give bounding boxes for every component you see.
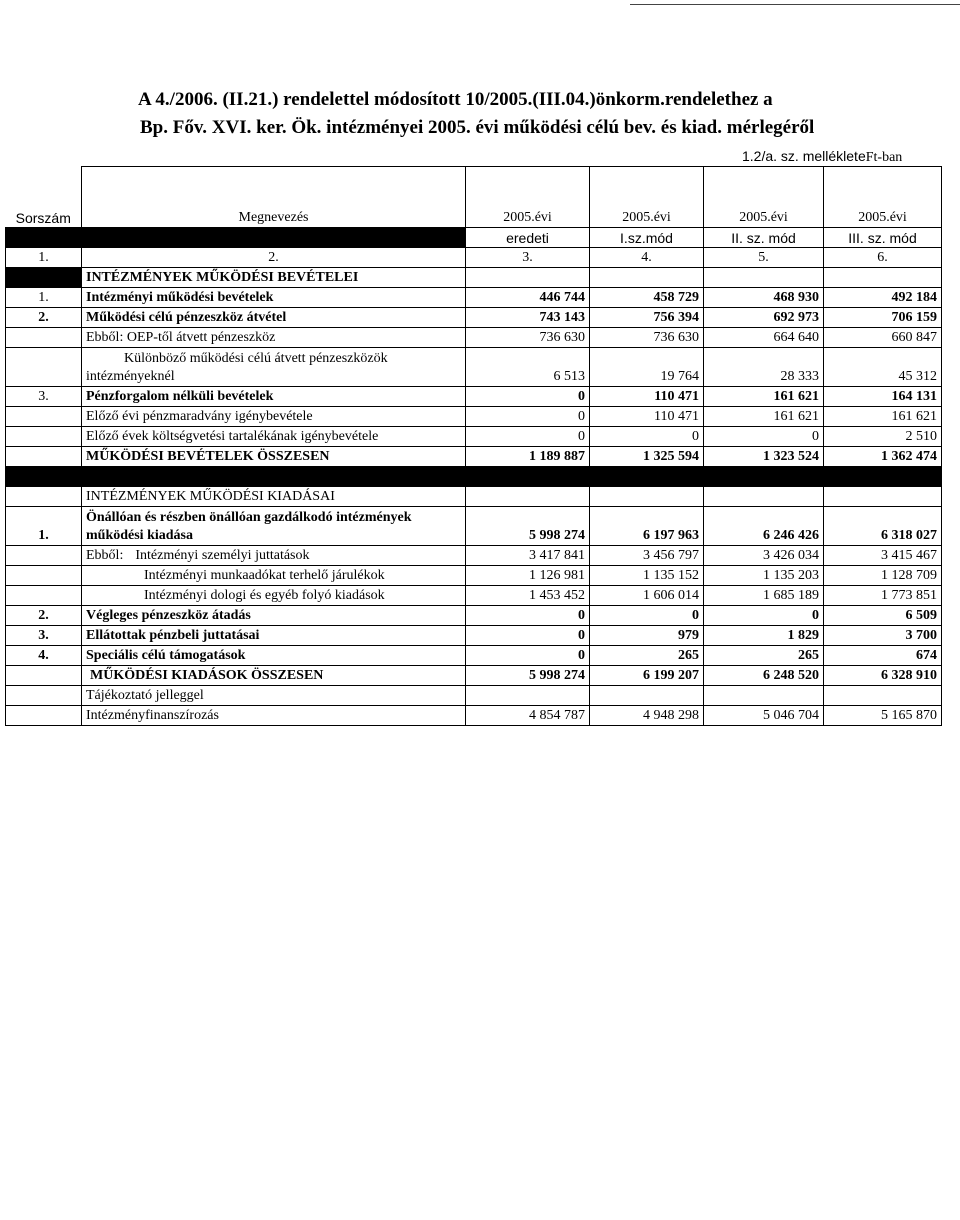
cell-value: 458 729 [590, 288, 704, 308]
row-label: Intézményfinanszírozás [82, 706, 466, 726]
total-value: 6 248 520 [704, 666, 824, 686]
cell-value: 1 829 [704, 626, 824, 646]
col-num-5: 5. [704, 248, 824, 268]
cell-value: 0 [466, 387, 590, 407]
table-row [6, 407, 942, 427]
cell-value: 736 630 [466, 328, 590, 348]
row-label-line-2: intézményeknél [86, 369, 175, 384]
cell-value: 265 [590, 646, 704, 666]
header-year-3: 2005.évi [704, 167, 824, 228]
info-label: Tájékoztató jelleggel [82, 686, 466, 706]
row-number [6, 447, 82, 467]
cell-value: 0 [704, 606, 824, 626]
col-num-2: 2. [82, 248, 466, 268]
row-label: Speciális célú támogatások [82, 646, 466, 666]
table-row [6, 606, 942, 626]
budget-table [5, 166, 942, 726]
section-row-income [6, 268, 942, 288]
table-row [6, 586, 942, 606]
cell-value: 0 [466, 407, 590, 427]
cell-value: 3 417 841 [466, 546, 590, 566]
cell-value: 0 [590, 427, 704, 447]
annex-label: 1.2/a. sz. melléklete [742, 148, 866, 164]
cell-value: 706 159 [824, 308, 942, 328]
table-row [6, 328, 942, 348]
row-number: 3. [6, 626, 82, 646]
cell-value: 756 394 [590, 308, 704, 328]
cell-value: 161 621 [704, 387, 824, 407]
row-number: 1. [6, 507, 82, 546]
cell-value: 1 453 452 [466, 586, 590, 606]
table-row [6, 626, 942, 646]
row-number: 3. [6, 387, 82, 407]
cell-value: 164 131 [824, 387, 942, 407]
cell-value: 492 184 [824, 288, 942, 308]
cell-value: 6 197 963 [590, 507, 704, 546]
col-num-3: 3. [466, 248, 590, 268]
expense-total-label: MŰKÖDÉSI KIADÁSOK ÖSSZESEN [82, 666, 466, 686]
cell-value: 660 847 [824, 328, 942, 348]
total-value: 1 189 887 [466, 447, 590, 467]
row-number [6, 566, 82, 586]
section-black-cell [6, 268, 82, 288]
row-label: Pénzforgalom nélküli bevételek [82, 387, 466, 407]
row-label: Intézményi működési bevételek [82, 288, 466, 308]
cell-value: 28 333 [704, 348, 824, 387]
income-total-label: MŰKÖDÉSI BEVÉTELEK ÖSSZESEN [82, 447, 466, 467]
expense-total-row [6, 666, 942, 686]
table-row [6, 348, 942, 387]
header-sub-2: I.sz.mód [590, 228, 704, 248]
cell-value: 736 630 [590, 328, 704, 348]
column-number-row [6, 248, 942, 268]
section-row-expense [6, 487, 942, 507]
section-title-expense: INTÉZMÉNYEK MŰKÖDÉSI KIADÁSAI [82, 487, 466, 507]
header-year-1: 2005.évi [466, 167, 590, 228]
header-black-cell [82, 228, 466, 248]
cell-value: 110 471 [590, 407, 704, 427]
header-sub-1: eredeti [466, 228, 590, 248]
title-line-1: A 4./2006. (II.21.) rendelettel módosított 10/2005.(III.04.)önkorm.rendelethez a [138, 89, 773, 110]
cell-value: 0 [466, 646, 590, 666]
cell-value: 743 143 [466, 308, 590, 328]
income-total-row [6, 447, 942, 467]
cell-value: 6 246 426 [704, 507, 824, 546]
cell-value: 161 621 [704, 407, 824, 427]
table-row [6, 566, 942, 586]
row-number [6, 666, 82, 686]
table-row [6, 706, 942, 726]
table-row [6, 288, 942, 308]
cell-value: 161 621 [824, 407, 942, 427]
cell-value: 979 [590, 626, 704, 646]
row-number: 2. [6, 606, 82, 626]
cell-value: 1 135 203 [704, 566, 824, 586]
col-num-6: 6. [824, 248, 942, 268]
row-number [6, 348, 82, 387]
row-label-line-2: működési kiadása [86, 528, 193, 543]
row-label [82, 507, 466, 546]
cell-value: 19 764 [590, 348, 704, 387]
row-label-text: Intézményi személyi juttatások [135, 548, 310, 563]
row-number [6, 427, 82, 447]
row-label: Előző évi pénzmaradvány igénybevétele [82, 407, 466, 427]
col-num-1: 1. [6, 248, 82, 268]
top-rule [630, 4, 960, 5]
header-black-cell [6, 228, 82, 248]
cell-value: 1 606 014 [590, 586, 704, 606]
header-sub-row [6, 228, 942, 248]
cell-value: 1 128 709 [824, 566, 942, 586]
cell-value: 664 640 [704, 328, 824, 348]
title-line-2: Bp. Főv. XVI. ker. Ök. intézményei 2005. évi működési célú bev. és kiad. mérlegéről [140, 117, 815, 138]
unit-label: Ft-ban [865, 150, 903, 165]
cell-value: 3 456 797 [590, 546, 704, 566]
cell-value: 692 973 [704, 308, 824, 328]
header-year-2: 2005.évi [590, 167, 704, 228]
info-header-row [6, 686, 942, 706]
row-label: Intézményi munkaadókat terhelő járulékok [82, 566, 466, 586]
row-label: Végleges pénzeszköz átadás [82, 606, 466, 626]
total-value: 1 325 594 [590, 447, 704, 467]
row-label-line-1: Önállóan és részben önállóan gazdálkodó intézmények [86, 510, 412, 525]
cell-value: 1 685 189 [704, 586, 824, 606]
cell-value: 4 948 298 [590, 706, 704, 726]
row-number: 4. [6, 646, 82, 666]
row-label-line-1: Különböző működési célú átvett pénzeszközök [124, 351, 388, 366]
table-row [6, 308, 942, 328]
total-value: 1 323 524 [704, 447, 824, 467]
total-value: 5 998 274 [466, 666, 590, 686]
cell-value: 2 510 [824, 427, 942, 447]
row-number: 1. [6, 288, 82, 308]
row-number [6, 328, 82, 348]
cell-value: 5 998 274 [466, 507, 590, 546]
cell-value: 1 773 851 [824, 586, 942, 606]
cell-value: 110 471 [590, 387, 704, 407]
total-value: 6 199 207 [590, 666, 704, 686]
row-label: Ebből: OEP-től átvett pénzeszköz [82, 328, 466, 348]
cell-value: 3 700 [824, 626, 942, 646]
cell-value: 468 930 [704, 288, 824, 308]
header-sorszam: Sorszám [6, 167, 82, 228]
col-num-4: 4. [590, 248, 704, 268]
cell-value: 0 [590, 606, 704, 626]
header-year-4: 2005.évi [824, 167, 942, 228]
row-number [6, 706, 82, 726]
cell-value: 1 135 152 [590, 566, 704, 586]
row-number: 2. [6, 308, 82, 328]
annex-note [742, 148, 902, 166]
total-value: 1 362 474 [824, 447, 942, 467]
section-title-income: INTÉZMÉNYEK MŰKÖDÉSI BEVÉTELEI [82, 268, 466, 288]
header-megnevezes: Megnevezés [82, 167, 466, 228]
cell-value: 265 [704, 646, 824, 666]
row-label-prefix: Ebből: [86, 548, 124, 563]
table-row [6, 546, 942, 566]
cell-value: 5 046 704 [704, 706, 824, 726]
header-row [6, 167, 942, 228]
cell-value: 6 513 [466, 348, 590, 387]
cell-value: 4 854 787 [466, 706, 590, 726]
row-label: Ellátottak pénzbeli juttatásai [82, 626, 466, 646]
cell-value: 1 126 981 [466, 566, 590, 586]
row-label [82, 348, 466, 387]
cell-value: 0 [466, 626, 590, 646]
row-number [6, 546, 82, 566]
row-number [6, 586, 82, 606]
cell-value: 6 509 [824, 606, 942, 626]
row-label: Működési célú pénzeszköz átvétel [82, 308, 466, 328]
cell-value: 6 318 027 [824, 507, 942, 546]
total-value: 6 328 910 [824, 666, 942, 686]
table-row [6, 427, 942, 447]
cell-value: 5 165 870 [824, 706, 942, 726]
page-title [138, 86, 838, 142]
row-label [82, 546, 466, 566]
cell-value: 446 744 [466, 288, 590, 308]
cell-value: 3 415 467 [824, 546, 942, 566]
cell-value: 0 [704, 427, 824, 447]
cell-value: 674 [824, 646, 942, 666]
row-number [6, 407, 82, 427]
cell-value: 0 [466, 606, 590, 626]
cell-value: 3 426 034 [704, 546, 824, 566]
separator-bar [6, 467, 942, 487]
row-number [6, 686, 82, 706]
row-label: Intézményi dologi és egyéb folyó kiadások [82, 586, 466, 606]
table-row [6, 387, 942, 407]
table-row [6, 507, 942, 546]
row-number [6, 487, 82, 507]
header-sub-3: II. sz. mód [704, 228, 824, 248]
table-row [6, 646, 942, 666]
cell-value: 0 [466, 427, 590, 447]
row-label: Előző évek költségvetési tartalékának igénybevétele [82, 427, 466, 447]
black-bar [6, 467, 942, 487]
header-sub-4: III. sz. mód [824, 228, 942, 248]
cell-value: 45 312 [824, 348, 942, 387]
